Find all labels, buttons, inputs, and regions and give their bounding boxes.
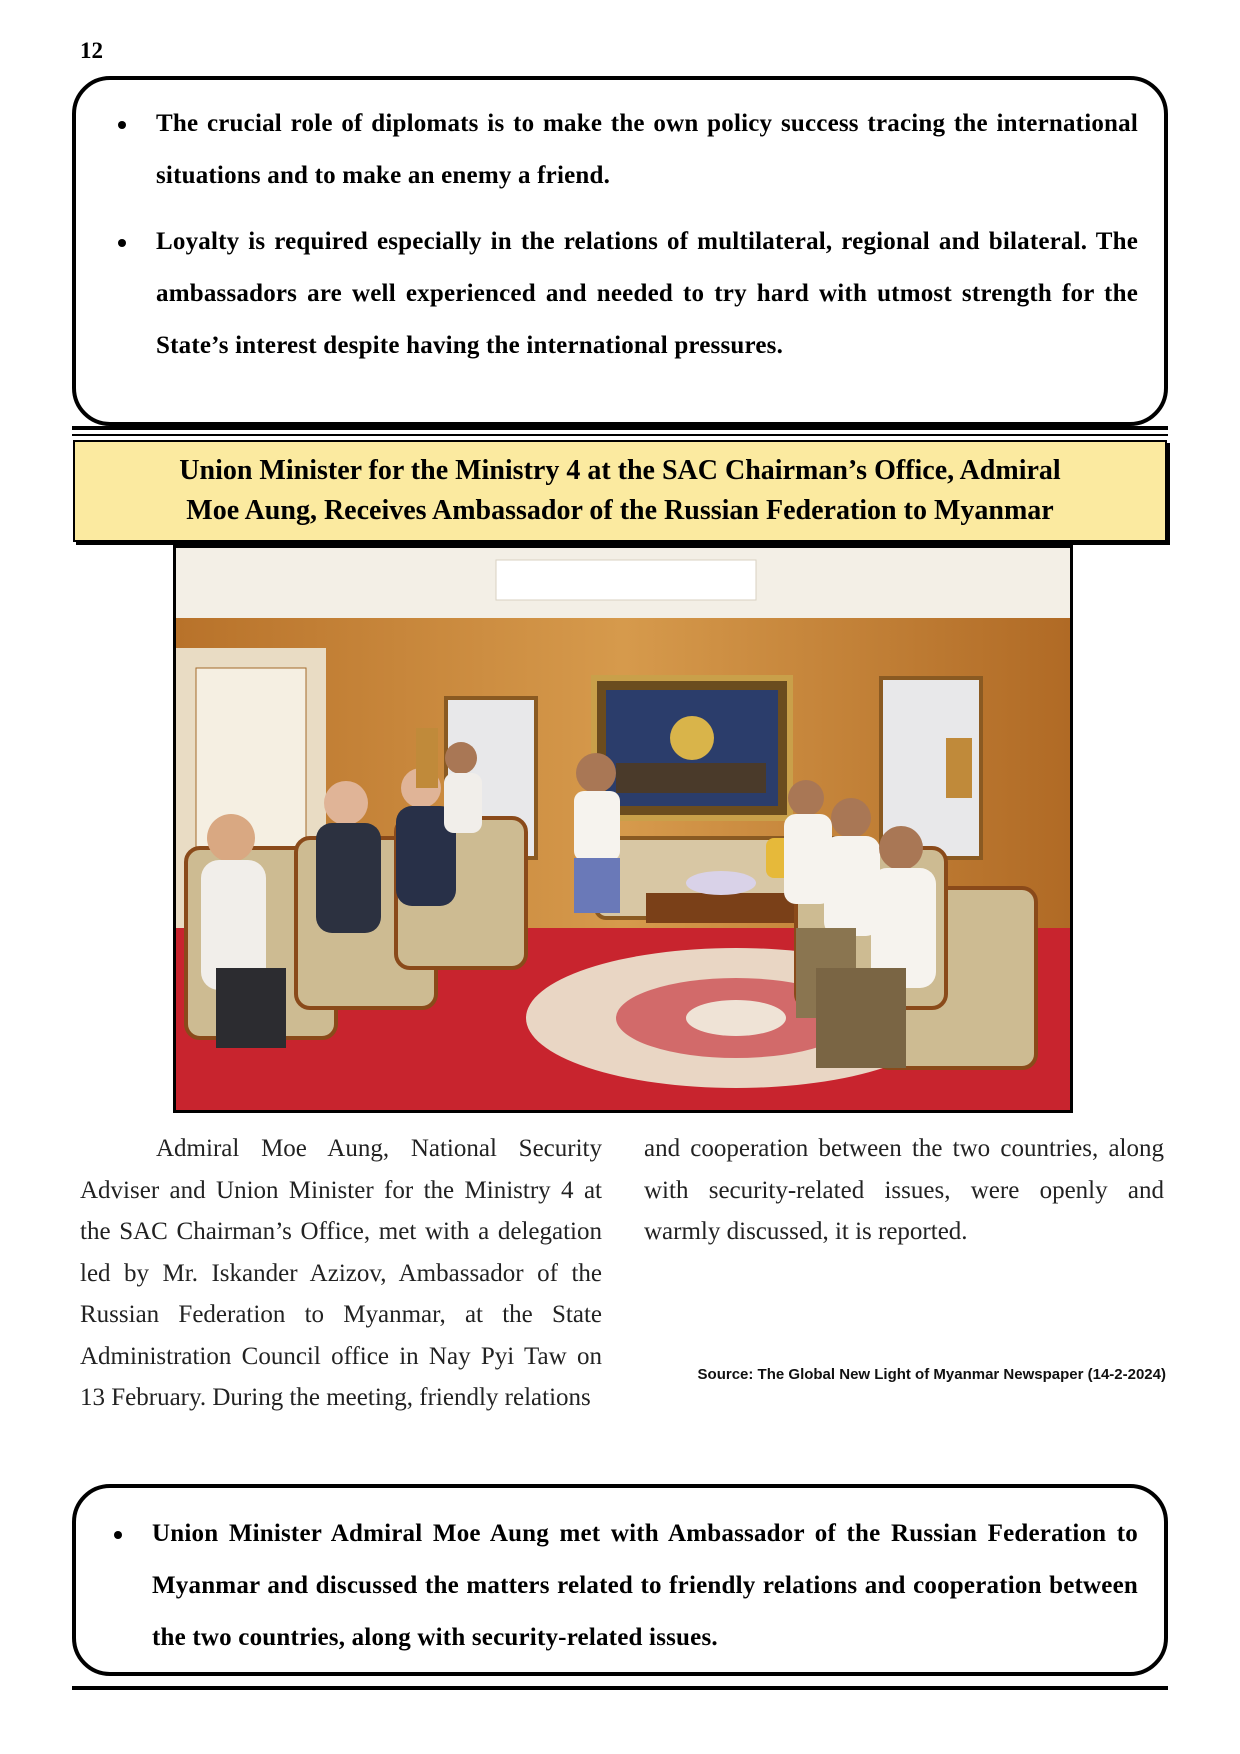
key-points-box-bottom: [72, 1484, 1168, 1676]
article-column-left: [80, 1128, 602, 1419]
bullet-text: Loyalty is required especially in the relations of multilateral, regional and bilateral. The ambassadors are well experienced and needed to try hard with utmost strength for the State’s interest despite having the international pressures.: [156, 228, 1138, 359]
bullet-item: [100, 216, 1138, 372]
bullet-icon: [118, 239, 126, 247]
article-headline: [73, 440, 1167, 542]
bullet-text: Union Minister Admiral Moe Aung met with Ambassador of the Russian Federation to Myanmar and discussed the matters related to friendly relations and cooperation between the two countries, along with security-related issues.: [152, 1520, 1138, 1651]
bullet-icon: [118, 121, 126, 129]
divider-rule-thin: [72, 434, 1168, 436]
article-paragraph: and cooperation between the two countries, along with security-related issues, were openly and warmly discussed, it is reported.: [644, 1135, 1164, 1245]
bullet-text: The crucial role of diplomats is to make the own policy success tracing the international situations and to make an enemy a friend.: [156, 110, 1138, 189]
key-points-box-top: [72, 76, 1168, 426]
source-citation: Source: The Global New Light of Myanmar Newspaper (14-2-2024): [697, 1366, 1166, 1383]
footer-rule: [72, 1686, 1168, 1690]
article-paragraph: Admiral Moe Aung, National Security Adviser and Union Minister for the Ministry 4 at the SAC Chairman’s Office, met with a delegation led by Mr. Iskander Azizov, Ambassador of the Russian Federation to Myanmar, at the State Administration Council office in Nay Pyi Taw on 13 February. During the meeting, friendly relations: [80, 1135, 602, 1411]
bullet-item: [96, 1508, 1138, 1664]
bullet-list: [96, 1508, 1138, 1664]
divider-rule: [72, 426, 1168, 430]
bullet-item: [100, 98, 1138, 202]
meeting-photo-illustration: [176, 548, 1070, 1110]
headline-line-1: Union Minister for the Ministry 4 at the SAC Chairman’s Office, Admiral: [179, 455, 1061, 486]
meeting-photo: [173, 545, 1073, 1113]
article-column-right: [644, 1128, 1164, 1253]
bullet-icon: [114, 1531, 122, 1539]
bullet-list: [100, 98, 1138, 372]
page-number: 12: [80, 38, 103, 63]
headline-line-2: Moe Aung, Receives Ambassador of the Russian Federation to Myanmar: [186, 495, 1054, 526]
